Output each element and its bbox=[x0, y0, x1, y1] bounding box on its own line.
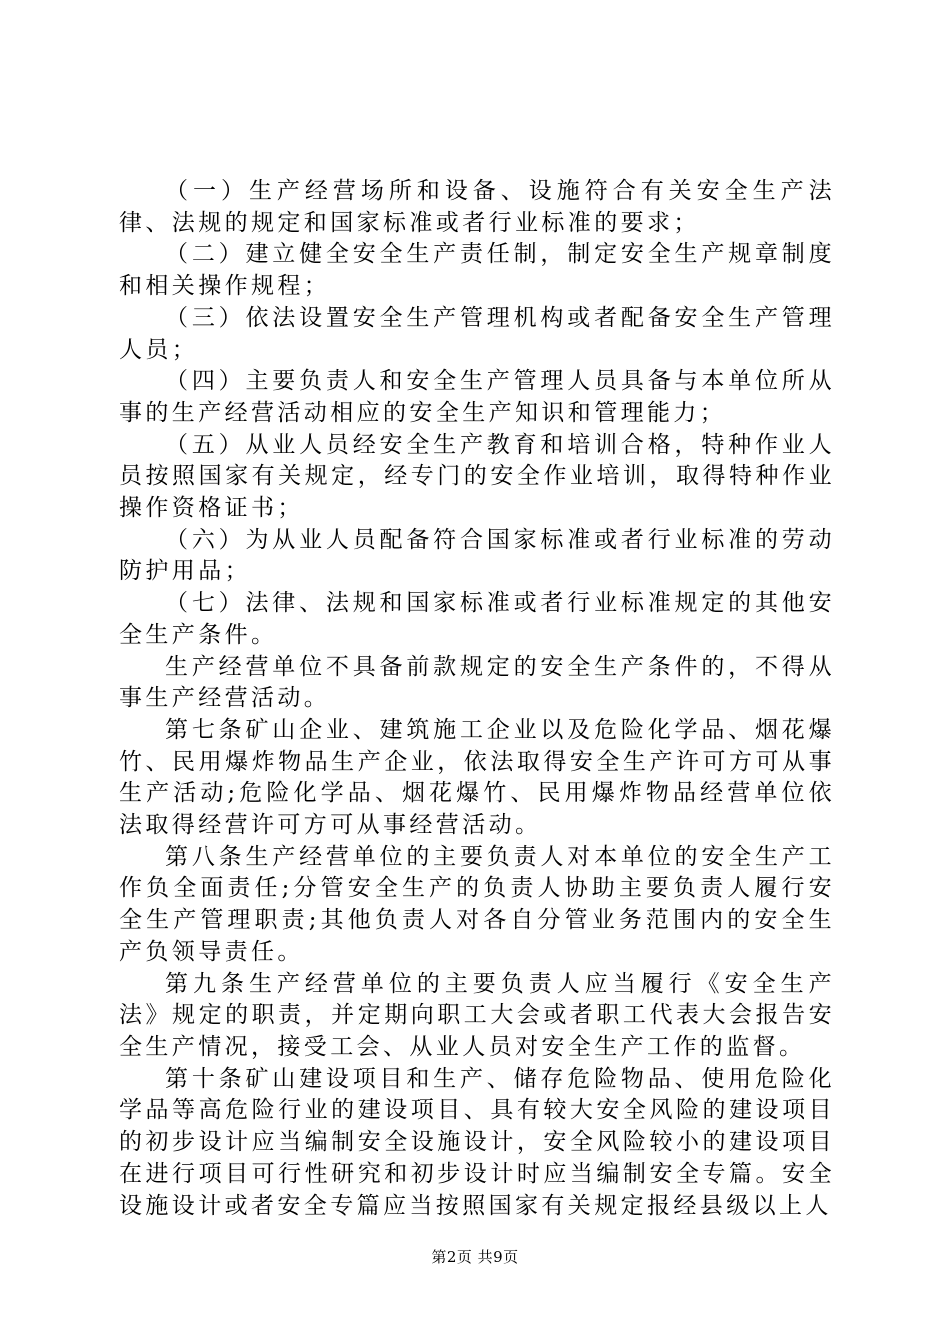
paragraph-article-10: 第十条矿山建设项目和生产、储存危险物品、使用危险化学品等高危险行业的建设项目、具有较大安全风险的建设项目的初步设计应当编制安全设施设计，安全风险较小的建设项目在进行项目可行性研究和初步设计时应当编制安全专篇。安全设施设计或者安全专篇应当按照国家有关规定报经县级以上人 bbox=[119, 1065, 835, 1219]
paragraph-item-2: （二）建立健全安全生产责任制，制定安全生产规章制度和相关操作规程； bbox=[119, 241, 835, 300]
paragraph-conditions-note: 生产经营单位不具备前款规定的安全生产条件的，不得从事生产经营活动。 bbox=[119, 653, 835, 712]
paragraph-article-7: 第七条矿山企业、建筑施工企业以及危险化学品、烟花爆竹、民用爆炸物品生产企业，依法取得安全生产许可方可从事生产活动;危险化学品、烟花爆竹、民用爆炸物品经营单位依法取得经营许可方可从事经营活动。 bbox=[119, 716, 835, 839]
paragraph-item-1: （一）生产经营场所和设备、设施符合有关安全生产法律、法规的规定和国家标准或者行业标准的要求； bbox=[119, 178, 835, 236]
paragraph-item-6: （六）为从业人员配备符合国家标准或者行业标准的劳动防护用品； bbox=[119, 526, 835, 585]
paragraph-item-7: （七）法律、法规和国家标准或者行业标准规定的其他安全生产条件。 bbox=[119, 590, 835, 648]
page-number-footer: 第2页 共9页 bbox=[431, 1248, 519, 1266]
paragraph-article-9: 第九条生产经营单位的主要负责人应当履行《安全生产法》规定的职责，并定期向职工大会或者职工代表大会报告安全生产情况，接受工会、从业人员对安全生产工作的监督。 bbox=[119, 970, 835, 1060]
paragraph-item-3: （三）依法设置安全生产管理机构或者配备安全生产管理人员； bbox=[119, 304, 835, 363]
paragraph-item-5: （五）从业人员经安全生产教育和培训合格，特种作业人员按照国家有关规定，经专门的安全作业培训，取得特种作业操作资格证书； bbox=[119, 431, 835, 522]
paragraph-item-4: （四）主要负责人和安全生产管理人员具备与本单位所从事的生产经营活动相应的安全生产知识和管理能力； bbox=[119, 368, 835, 426]
document-body bbox=[119, 176, 835, 1222]
paragraph-article-8: 第八条生产经营单位的主要负责人对本单位的安全生产工作负全面责任;分管安全生产的负责人协助主要负责人履行安全生产管理职责;其他负责人对各自分管业务范围内的安全生产负领导责任。 bbox=[119, 843, 835, 965]
